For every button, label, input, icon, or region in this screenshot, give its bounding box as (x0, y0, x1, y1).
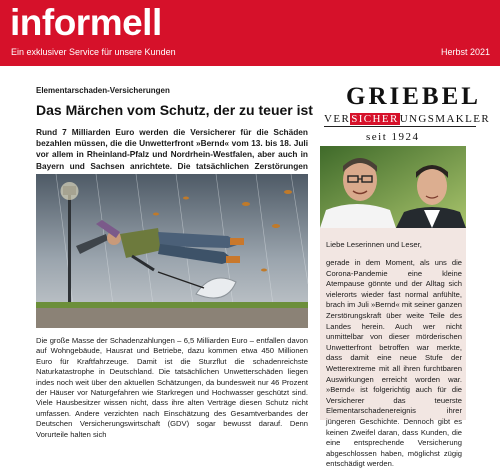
article-lead: Rund 7 Milliarden Euro werden die Versicherer für die Schäden bezahlen müssen, die die Unwetterfront »Bernd« vom 13. bis 18. Juli vor allem in Rheinland-Pfalz und Nordrhein-Westfalen, aber auch in Bayern und Sachsen anrichtete. Die tatsächlichen Zerstörungen (36, 127, 308, 171)
article-body: Die große Masse der Schadenzahlungen – 6,5 Milliarden Euro – entfallen davon auf Wohngebäude, Hausrat und Betriebe, dazu kommen etwa 450 Millionen Euro für Kraftfahrzeuge. Damit ist die Sturzflut die schadenreichste Naturkatastrophe in Deutschland. Die tatsächlichen Unwetterschäden liegen indes noch weit über den aktuellen Schätzungen, da bundesweit nur 46 Prozent der Häuser vor Naturgefahren wie Starkregen und Hochwasser geschützt sind. Viele Hausbesitzer wissen nicht, dass ihre alten Verträge diesen Schutz nicht umfassen. Andere verzichten nach Einschätzung des Gesamtverbandes der Deutschen Versicherungswirtschaft (GDV) sogar bewusst darauf. Denn Vorurteile halten sich (36, 336, 308, 439)
publication-title: informell (10, 2, 162, 43)
masthead-banner (0, 0, 500, 66)
portrait-photo (320, 146, 466, 228)
logo-subtitle (324, 112, 490, 126)
logo-sub-highlight: SICHER (351, 113, 399, 125)
portrait-illustration (320, 146, 466, 228)
issue-label: Herbst 2021 (440, 47, 490, 57)
logo-sub-pre: VER (324, 113, 351, 125)
logo-divider (324, 126, 476, 127)
article-headline: Das Märchen vom Schutz, der zu teuer ist (36, 102, 313, 118)
storm-illustration (36, 174, 308, 328)
publication-tagline: Ein exklusiver Service für unsere Kunden (11, 47, 176, 57)
letter-greeting: Liebe Leserinnen und Leser, (326, 240, 422, 249)
article-kicker: Elementarschaden-Versicherungen (36, 86, 170, 95)
storm-photo (36, 174, 308, 328)
logo-year: seit 1924 (366, 131, 420, 143)
letter-body: gerade in dem Moment, als uns die Corona-Pandemie eine kleine Atempause gönnte und der Alltag sich vielerorts wieder fast normal anfühlte, brach im Juli »Bernd« mit seiner ganzen Zerstörungskraft über weite Teile des Landes herein. Auch wer nicht unmittelbar von dieser mörderischen Unwetterfront betroffen war merkte, dass damit eine neue Stufe der Wetterextreme mit all ihren furchtbaren Auswirkungen erreicht worden war. »Bernd« ist folgerichtig auch für die Versicherer das teuerste Elementarschadenereignis ihrer jüngeren Geschichte. Dennoch gibt es keinen Zweifel daran, dass Kunden, die eine entsprechende Versicherung abgeschlossen haben, möglichst zügig entschädigt werden. (326, 258, 462, 469)
logo-sub-post: UNGSMAKLER (399, 113, 491, 125)
logo-name: GRIEBEL (346, 83, 481, 110)
griebel-logo (318, 80, 491, 144)
